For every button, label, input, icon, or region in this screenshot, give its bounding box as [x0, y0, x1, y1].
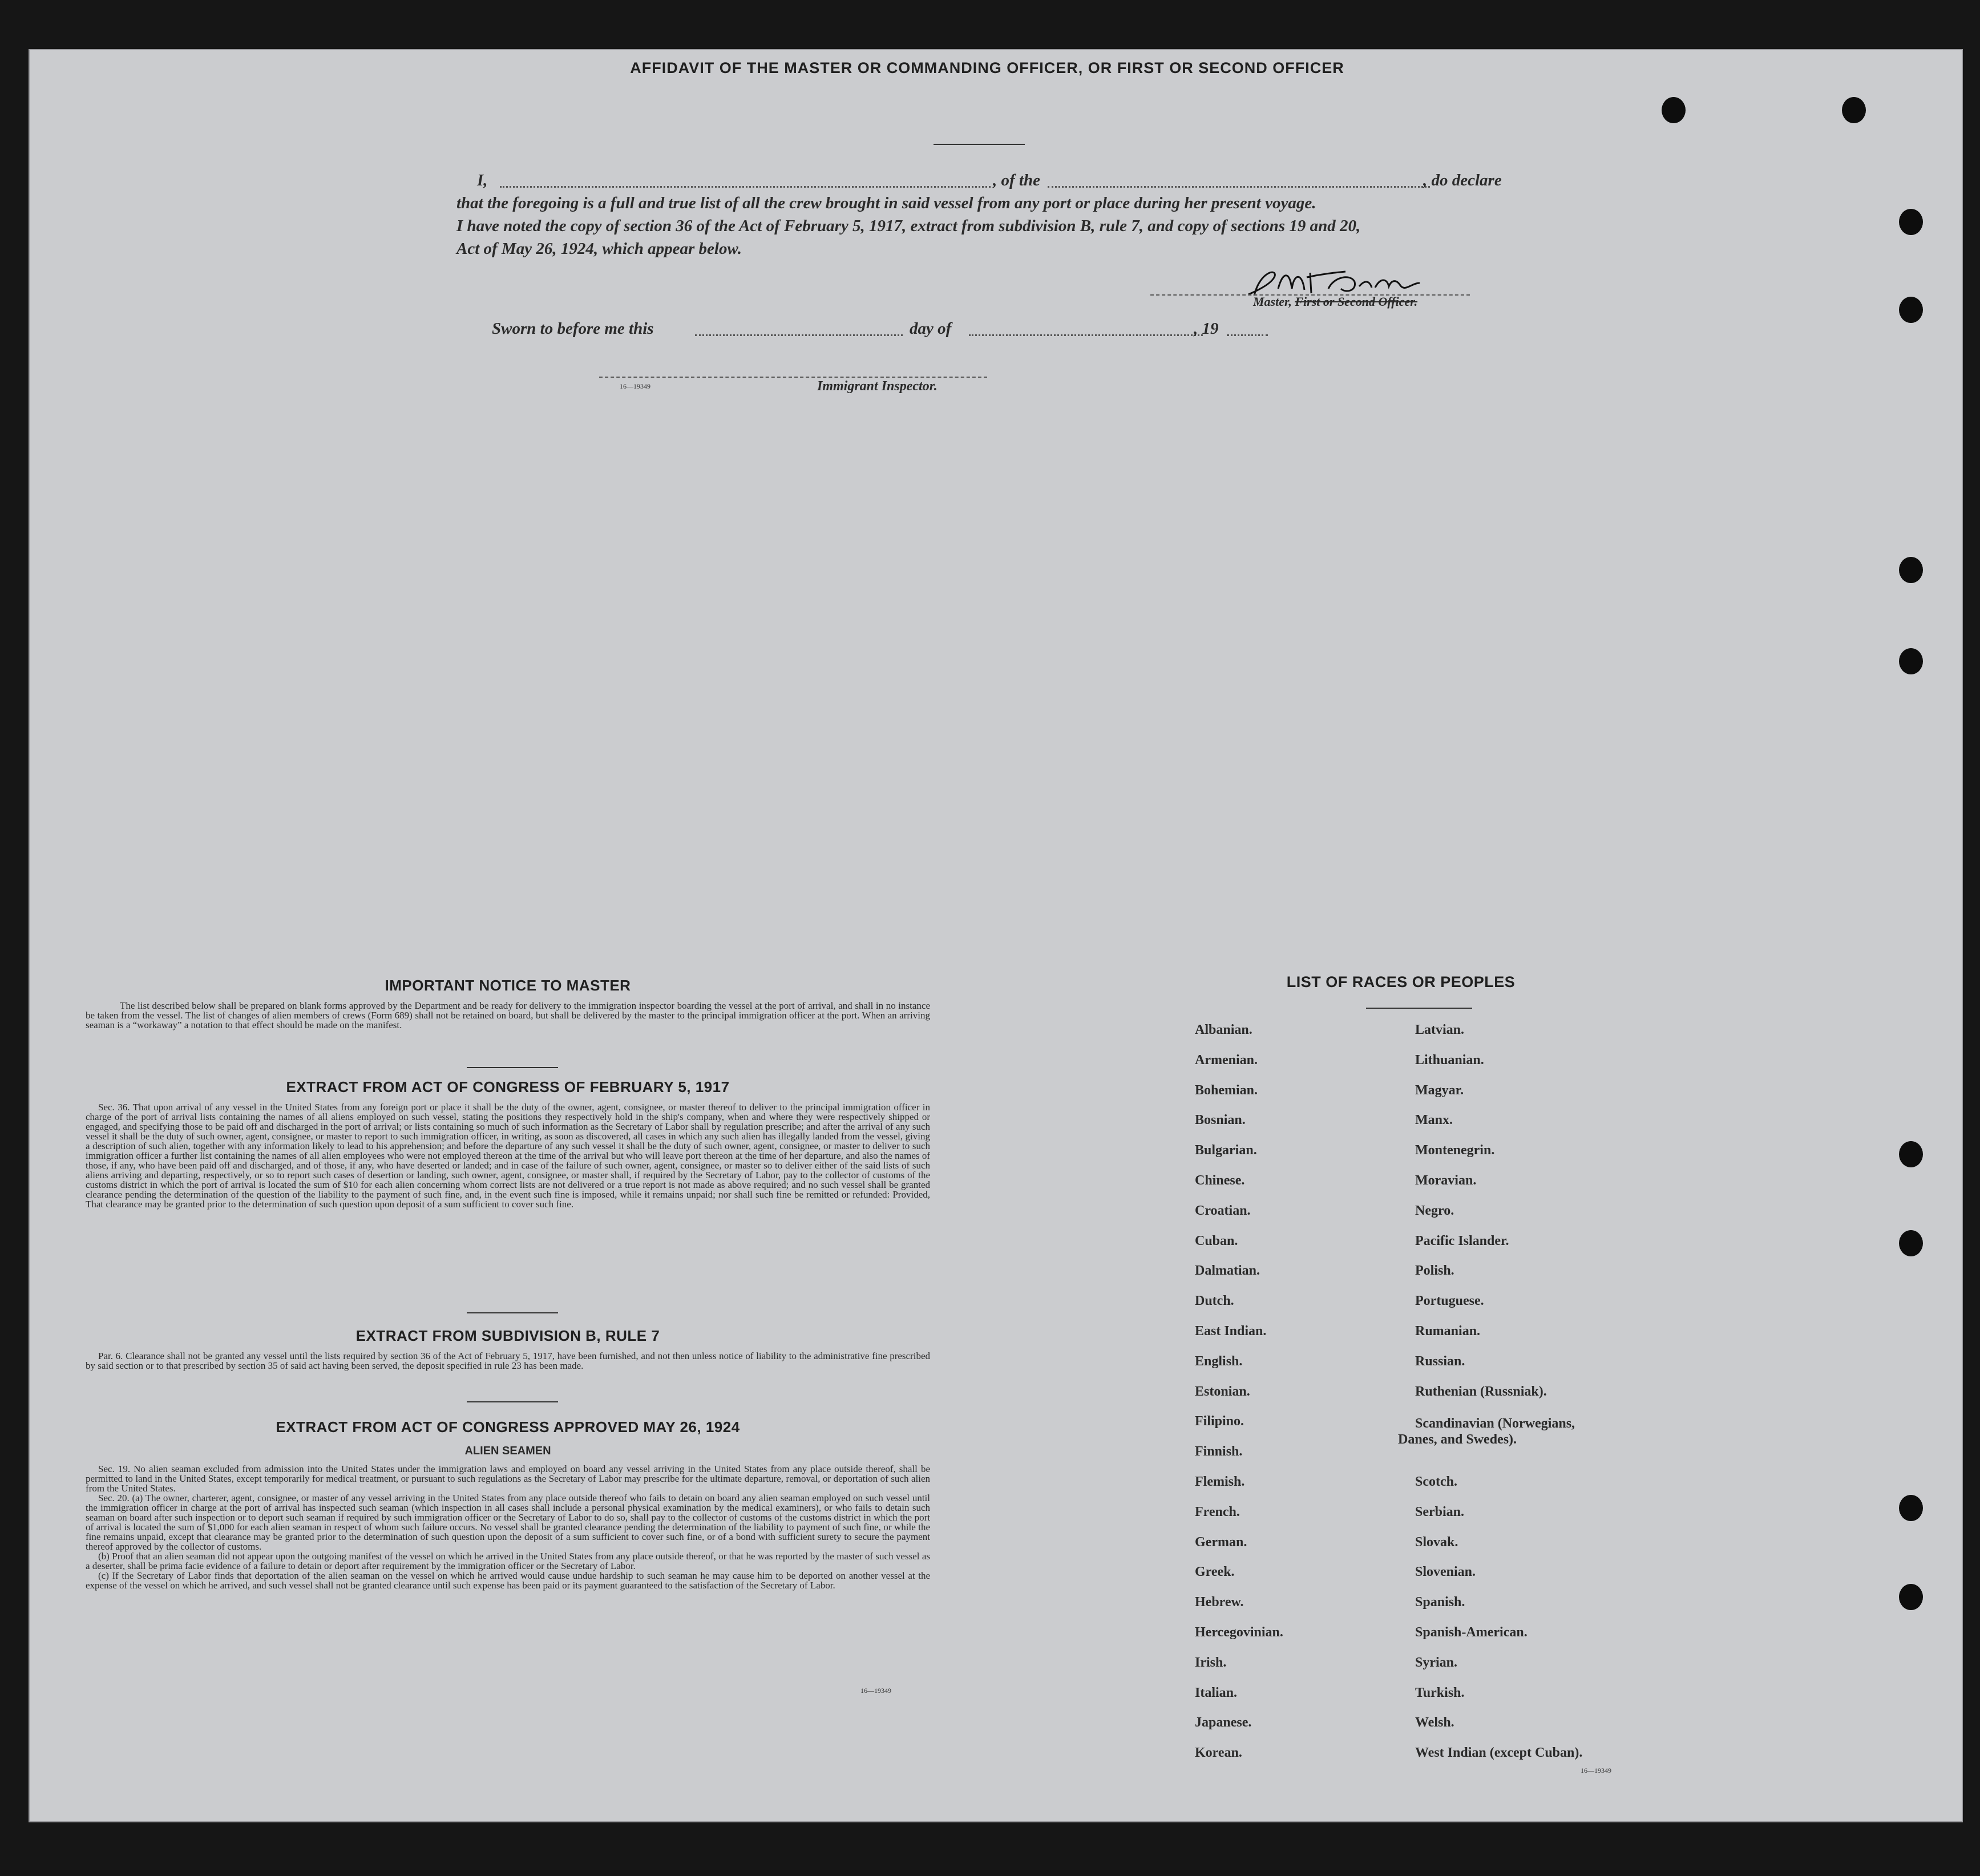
role-officer-struck: First or Second Officer. — [1295, 294, 1418, 309]
race-left-item: French. — [1195, 1505, 1240, 1519]
extract-1917-rule — [467, 1312, 558, 1313]
sworn-label: Sworn to before me this — [492, 320, 654, 338]
race-left-item: Irish. — [1195, 1655, 1227, 1670]
race-left-item: Hercegovinian. — [1195, 1625, 1283, 1640]
race-right-item: Manx. — [1415, 1113, 1453, 1127]
race-left-item: Italian. — [1195, 1685, 1238, 1700]
rule7-rule — [467, 1401, 558, 1402]
race-right-item: Welsh. — [1415, 1715, 1454, 1730]
race-left-item: Korean. — [1195, 1745, 1242, 1760]
race-left-item: East Indian. — [1195, 1324, 1267, 1339]
races-rule — [1366, 1008, 1472, 1009]
race-right-item: Russian. — [1415, 1354, 1465, 1369]
race-left-item: Cuban. — [1195, 1234, 1238, 1248]
section-20a-paragraph: Sec. 20. (a) The owner, charterer, agent, consignee, or master of any vessel arriving in the United States from any place outside thereof who fails to detain on board any alien seaman employed on such vessel until the immigration officer in charge at the port of arrival has inspected such seaman (which inspection in all cases shall include a personal physical examination by the medical examiners), or who fails to detain such seaman on board after such inspection or to deport such seaman if required by such immigration officer or the Secretary of Labor to do so, shall pay to the collector of customs of the customs district in which the port of arrival is located the sum of $1,000 for each alien seaman in respect of whom such failure occurs. No vessel shall be granted clearance pending the determination of the liability to payment of such fine, or while the fine remains unpaid, except that clearance may be granted prior to the determination of such question upon the deposit of a sum sufficient to cover such fine, or of a bond with sufficient surety to secure the payment thereof approved by the collector of customs. — [86, 1493, 930, 1552]
punch-hole-6 — [1899, 648, 1923, 674]
race-right-item: Rumanian. — [1415, 1324, 1481, 1339]
race-left-item: Bosnian. — [1195, 1113, 1246, 1127]
section-19-paragraph: Sec. 19. No alien seaman excluded from admission into the United States under the immigration laws and employed on board any vessel arriving in the United States from any place outside thereof, shall be permitted to land in the United States, except temporarily for medical treatment, or pursuant to such regulations as the Secretary of Labor may prescribe for the ultimate departure, removal, or deportation of such alien from the United States. — [86, 1463, 930, 1494]
races-form-number: 16—19349 — [1581, 1766, 1611, 1774]
notice-paragraph: The list described below shall be prepared on blank forms approved by the Department and be ready for delivery to the immigration inspector boarding the vessel at the port of arrival, and shall in no instance be taken from the vessel. The list of changes of alien members of crews (Form 689) shall not be retained on board, but shall be delivered by the master to the principal immigration officer at the port. When an arriving seaman is a “workaway” a notation to that effect should be made on the manifest. — [86, 1000, 930, 1030]
notice-text — [86, 1001, 930, 1030]
sworn-year-field[interactable] — [1227, 334, 1268, 336]
affidavit-of-the: , of the — [993, 171, 1040, 189]
section-20c-paragraph: (c) If the Secretary of Labor finds that deportation of the alien seaman on the vessel on which he arrived would cause undue hardship to such seaman he may cause him to be deported on another vessel at the expense of the vessel on which he arrived, and such vessel shall not be granted clearance until such expense has been paid or its payment guaranteed to the satisfaction of the Secretary of Labor. — [86, 1570, 930, 1591]
affidavit-do-declare: , do declare — [1423, 171, 1502, 189]
race-left-item: Armenian. — [1195, 1053, 1258, 1068]
race-left-item: Dutch. — [1195, 1293, 1234, 1308]
punch-hole-5 — [1899, 557, 1923, 583]
race-right-item: Serbian. — [1415, 1505, 1465, 1519]
punch-hole-10 — [1899, 1584, 1923, 1610]
race-right-item: Spanish. — [1415, 1595, 1465, 1610]
rule7-title: EXTRACT FROM SUBDIVISION B, RULE 7 — [355, 1327, 660, 1344]
notice-title: IMPORTANT NOTICE TO MASTER — [385, 977, 631, 994]
race-left-item: German. — [1195, 1535, 1247, 1550]
signature-role — [1253, 294, 1417, 309]
race-right-item: Syrian. — [1415, 1655, 1458, 1670]
sworn-day-field[interactable] — [695, 334, 903, 336]
race-left-item: Estonian. — [1195, 1384, 1250, 1399]
affidavit-line-4: Act of May 26, 1924, which appear below. — [456, 240, 742, 258]
race-left-item: Croatian. — [1195, 1203, 1251, 1218]
affidavit-i: I, — [477, 171, 488, 189]
extract-1924-text — [86, 1464, 930, 1590]
race-right-item: Moravian. — [1415, 1173, 1477, 1188]
affidavit-form-number: 16—19349 — [620, 382, 650, 390]
race-right-item: Montenegrin. — [1415, 1143, 1495, 1158]
race-left-item: Flemish. — [1195, 1474, 1245, 1489]
race-left-item: Dalmatian. — [1195, 1263, 1260, 1278]
punch-hole-7 — [1899, 1141, 1923, 1167]
race-right-item: Spanish-American. — [1415, 1625, 1528, 1640]
rule7-paragraph: Par. 6. Clearance shall not be granted any vessel until the lists required by section 36 of the Act of February 5, 1917, have been furnished, and not then unless notice of liability to the administrative fine prescribed by said section or to that prescribed by section 35 of said act having been served, the deposit specified in rule 23 has been made. — [86, 1351, 930, 1371]
title-rule — [934, 144, 1025, 145]
affidavit-line-3: I have noted the copy of section 36 of the Act of February 5, 1917, extract from subdivision B, rule 7, and copy of sections 19 and 20, — [456, 217, 1361, 235]
rule7-text — [86, 1351, 930, 1370]
role-master: Master, — [1253, 294, 1292, 309]
extract-1924-title: EXTRACT FROM ACT OF CONGRESS APPROVED MAY 26, 1924 — [276, 1418, 740, 1436]
race-left-item: Albanian. — [1195, 1022, 1252, 1037]
punch-hole-8 — [1899, 1230, 1923, 1256]
alien-seamen-subtitle: ALIEN SEAMEN — [464, 1445, 551, 1457]
section-36-paragraph: Sec. 36. That upon arrival of any vessel in the United States from any foreign port or place it shall be the duty of the owner, agent, consignee, or master thereof to deliver to the principal immigration officer in charge of the port of arrival lists containing the names of all aliens employed on such vessel, stating the positions they respectively hold in the ship's company, when and where they were respectively shipped or engaged, and specifying those to be paid off and discharged in the port of arrival; or lists containing so much of such information as the Secretary of Labor shall by regulation prescribe; and after the arrival of any such vessel it shall be the duty of such owner, agent, consignee, or master to report to such immigration officer, in writing, as soon as discovered, all cases in which any such alien has illegally landed from the vessel, giving a description of such alien, together with any information likely to lead to his apprehension; and before the departure of any such vessel it shall be the duty of such owner, agent, consignee, or master to deliver to such immigration officer a further list containing the names of all alien employees who were not employed thereon at the time of the arrival but who will leave port thereon at the time of her departure, and also the names of those, if any, who have been paid off and discharged, and of those, if any, who have deserted or landed; and in case of the failure of such owner, agent, consignee, or master so to deliver either of the said lists of such aliens arriving and departing, respectively, or so to report such cases of desertion or landing, such owner, agent, consignee, or master shall, if required by the Secretary of Labor, pay to the collector of customs of the customs district in which the port of arrival is located the sum of $10 for each alien concerning whom correct lists are not delivered or a true report is not made as above required; and no such vessel shall be granted clearance pending the determination of the question of the liability to the payment of such fine, and, in the event such fine is imposed, while it remains unpaid; nor shall such fine be remitted or refunded: Provided, That clearance may be granted prior to the determination of such question upon deposit of a sum sufficient to cover such fine. — [86, 1102, 930, 1210]
races-title: LIST OF RACES OR PEOPLES — [1286, 973, 1516, 990]
race-right-item: Ruthenian (Russniak). — [1415, 1384, 1547, 1399]
race-right-item: Turkish. — [1415, 1685, 1465, 1700]
race-right-item: Magyar. — [1415, 1083, 1464, 1098]
race-right-item: Portuguese. — [1415, 1293, 1484, 1308]
race-right-item: Danes, and Swedes). — [1398, 1432, 1517, 1447]
race-right-item: Negro. — [1415, 1203, 1454, 1218]
crew-name-field[interactable] — [500, 186, 991, 188]
punch-hole-9 — [1899, 1495, 1923, 1521]
race-right-item: Slovenian. — [1415, 1564, 1476, 1579]
extract-1917-title: EXTRACT FROM ACT OF CONGRESS OF FEBRUARY 5, 1917 — [286, 1078, 730, 1095]
race-right-item: Latvian. — [1415, 1022, 1465, 1037]
race-left-item: Hebrew. — [1195, 1595, 1244, 1610]
race-left-item: English. — [1195, 1354, 1243, 1369]
race-right-item: West Indian (except Cuban). — [1415, 1745, 1583, 1760]
race-left-item: Bulgarian. — [1195, 1143, 1257, 1158]
race-right-item: Pacific Islander. — [1415, 1234, 1509, 1248]
punch-hole-2 — [1842, 97, 1866, 123]
race-right-item: Lithuanian. — [1415, 1053, 1484, 1068]
race-left-item: Filipino. — [1195, 1414, 1244, 1429]
punch-hole-3 — [1899, 209, 1923, 235]
race-left-item: Japanese. — [1195, 1715, 1252, 1730]
extract-form-number: 16—19349 — [860, 1687, 891, 1695]
inspector-signature-line[interactable] — [599, 377, 987, 378]
extract-1917-text — [86, 1102, 930, 1209]
sworn-month-field[interactable] — [969, 334, 1203, 336]
vessel-name-field[interactable] — [1048, 186, 1430, 188]
affidavit-title: AFFIDAVIT OF THE MASTER OR COMMANDING OFFICER, OR FIRST OR SECOND OFFICER — [630, 59, 1344, 76]
race-right-item: Polish. — [1415, 1263, 1454, 1278]
race-right-item: Slovak. — [1415, 1535, 1458, 1550]
sworn-year: , 19 — [1194, 320, 1219, 338]
section-20b-paragraph: (b) Proof that an alien seaman did not appear upon the outgoing manifest of the vessel on which he arrived in the United States from any place outside thereof, or that he was reported by the master of such vessel as a deserter, shall be prima facie evidence of a failure to detain or deport after requirement by the immigration officer or the Secretary of Labor. — [86, 1551, 930, 1571]
race-left-item: Chinese. — [1195, 1173, 1245, 1188]
notice-rule — [467, 1067, 558, 1068]
affidavit-line-2: that the foregoing is a full and true list of all the crew brought in said vessel from any port or place during her present voyage. — [456, 194, 1316, 212]
race-right-item: Scotch. — [1415, 1474, 1457, 1489]
sworn-day-of: day of — [910, 320, 952, 338]
immigrant-inspector-label: Immigrant Inspector. — [817, 379, 938, 394]
race-left-item: Greek. — [1195, 1564, 1235, 1579]
punch-hole-4 — [1899, 297, 1923, 323]
punch-hole-1 — [1662, 97, 1686, 123]
race-left-item: Finnish. — [1195, 1444, 1243, 1459]
race-right-item: Scandinavian (Norwegians, — [1415, 1416, 1575, 1431]
race-left-item: Bohemian. — [1195, 1083, 1258, 1098]
